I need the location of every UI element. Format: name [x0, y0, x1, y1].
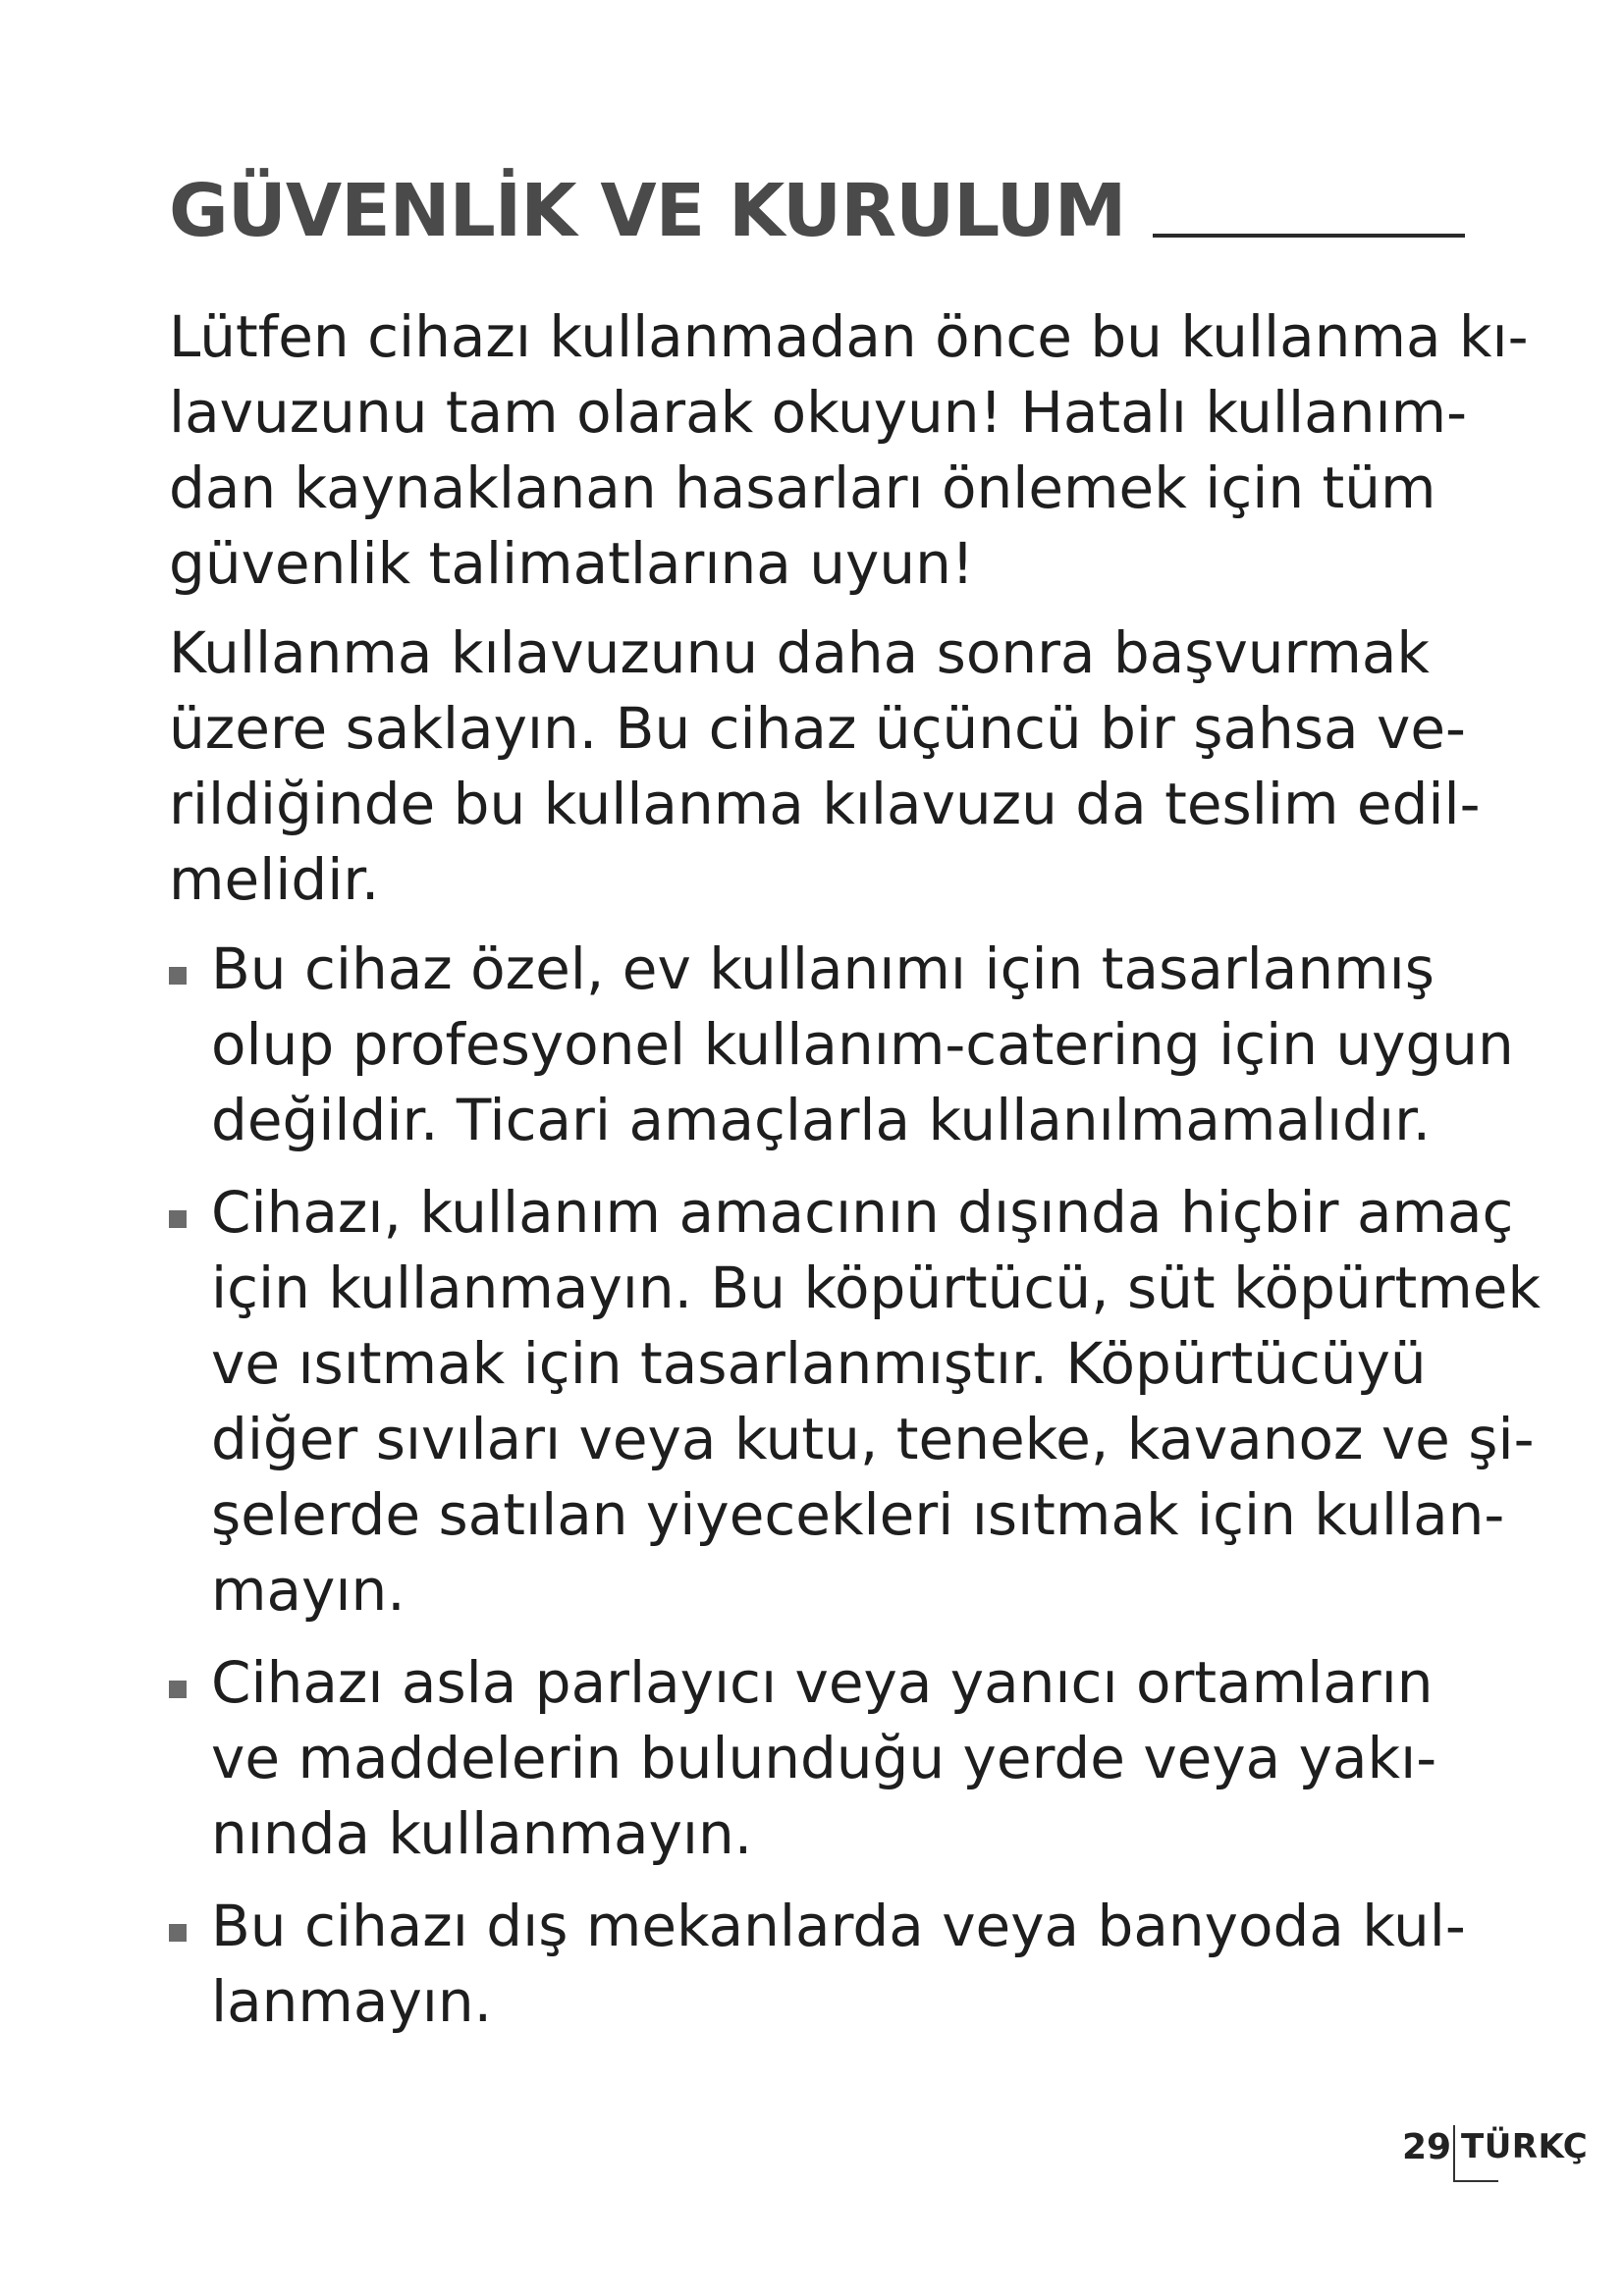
text-line: Lütfen cihazı kullanmadan önce bu kullanma kı- [169, 303, 1529, 370]
text-line: olup profesyonel kullanım-catering için uygun [211, 1011, 1514, 1078]
intro-paragraph-2 [169, 615, 1485, 918]
text-line: şelerde satılan yiyecekleri ısıtmak için kullan- [211, 1481, 1505, 1548]
text-line: nında kullanmayın. [211, 1800, 753, 1867]
text-line: lavuzunu tam olarak okuyun! Hatalı kullanım- [169, 379, 1467, 446]
main-content [169, 299, 1542, 2056]
section-heading [169, 149, 1465, 253]
page-number: 29 [1402, 2127, 1452, 2167]
text-line: ve ısıtmak için tasarlanmıştır. Köpürtücüyü [211, 1330, 1427, 1397]
text-line: üzere saklayın. Bu cihaz üçüncü bir şahsa ve- [169, 695, 1466, 762]
list-item [169, 1175, 1542, 1629]
text-line: dan kaynaklanan hasarları önlemek için tüm [169, 454, 1436, 521]
square-bullet-icon [169, 967, 187, 985]
square-bullet-icon [169, 1210, 187, 1228]
text-line: rildiğinde bu kullanma kılavuzu da teslim edil- [169, 771, 1481, 837]
text-line: için kullanmayın. Bu köpürtücü, süt köpürtmek [211, 1255, 1542, 1321]
page-footer [1402, 2115, 1598, 2194]
text-line: güvenlik talimatlarına uyun! [169, 530, 975, 597]
square-bullet-icon [169, 1924, 187, 1942]
text-line: Bu cihaz özel, ev kullanımı için tasarlanmış [211, 935, 1435, 1002]
footer-divider [1453, 2180, 1498, 2182]
heading-rule [1153, 234, 1465, 238]
text-line: Cihazı asla parlayıcı veya yanıcı ortamların [211, 1649, 1434, 1716]
text-line: ve maddelerin bulunduğu yerde veya yakı- [211, 1725, 1437, 1791]
text-line: mayın. [211, 1557, 406, 1624]
text-line: Cihazı, kullanım amacının dışında hiçbir amaç [211, 1179, 1514, 1246]
intro-paragraph-1 [169, 299, 1529, 602]
square-bullet-icon [169, 1681, 187, 1698]
list-item [169, 932, 1514, 1158]
list-item [169, 1645, 1485, 1872]
text-line: Bu cihazı dış mekanlarda veya banyoda kul- [211, 1893, 1466, 1959]
text-line: melidir. [169, 846, 380, 913]
footer-divider [1453, 2125, 1455, 2182]
page-title: GÜVENLİK VE KURULUM [169, 169, 1126, 253]
text-line: diğer sıvıları veya kutu, teneke, kavanoz ve şi- [211, 1406, 1535, 1472]
list-item [169, 1889, 1485, 2040]
text-line: değildir. Ticari amaçlarla kullanılmamalıdır. [211, 1087, 1432, 1153]
language-label: TÜRKÇ [1461, 2127, 1589, 2166]
text-line: lanmayın. [211, 1968, 493, 2035]
safety-bullet-list [169, 932, 1542, 2040]
text-line: Kullanma kılavuzunu daha sonra başvurmak [169, 619, 1431, 686]
